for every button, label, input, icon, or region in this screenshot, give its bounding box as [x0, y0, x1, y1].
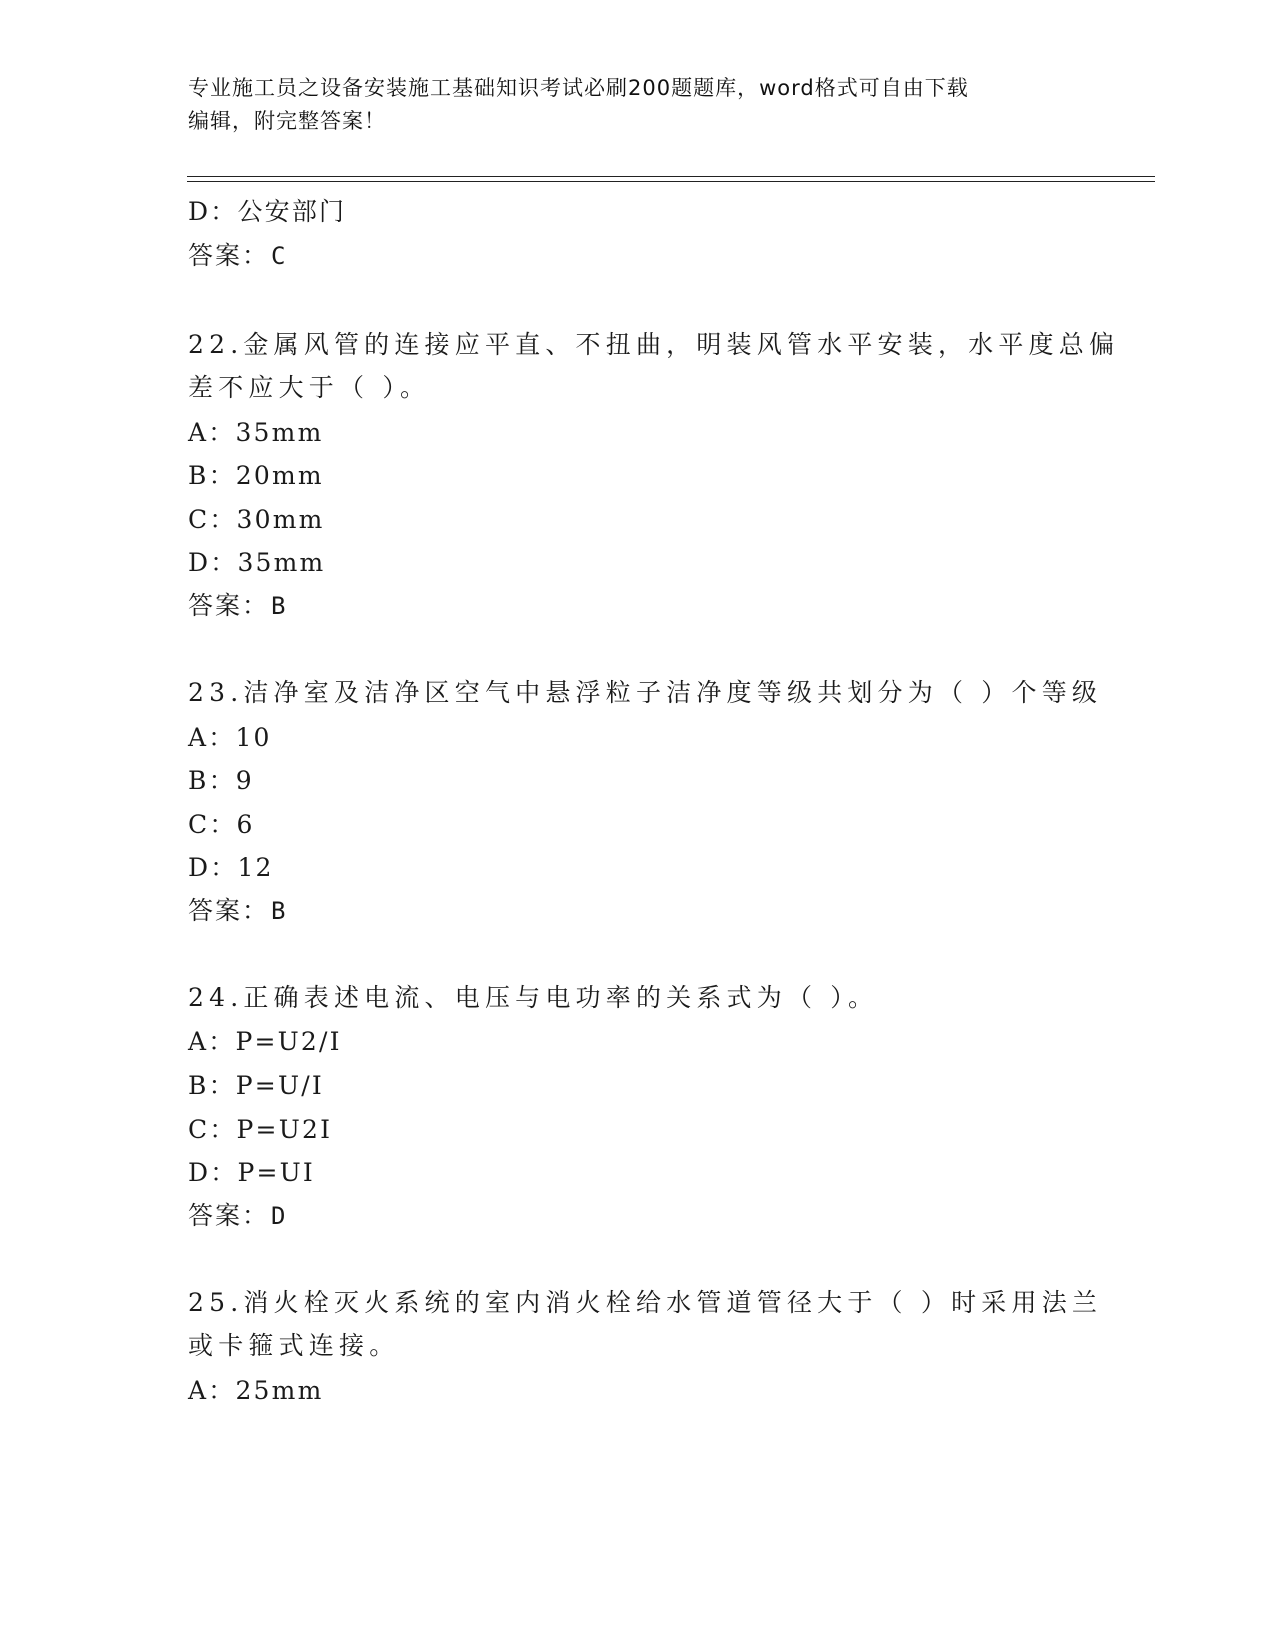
- question-22-option-a: A：35mm: [188, 418, 324, 447]
- question-23-answer: [188, 891, 287, 927]
- header-line-1: 专业施工员之设备安装施工基础知识考试必刷200题题库，word格式可自由下载: [188, 76, 969, 100]
- question-22-line-2: 差不应大于（ ）。: [188, 373, 431, 402]
- question-22-option-c: C：30mm: [188, 505, 325, 534]
- question-24-answer: [188, 1196, 287, 1232]
- question-23-option-c: C：6: [188, 810, 255, 839]
- question-23-option-a: A：10: [188, 723, 272, 752]
- question-23-option-d: D：12: [188, 853, 274, 882]
- question-22-option-d: D：35mm: [188, 548, 326, 577]
- answer-label: 答案：: [188, 591, 270, 620]
- question-25-line-2: 或卡箍式连接。: [188, 1331, 400, 1360]
- question-22-answer: [188, 586, 287, 622]
- question-25-option-a: A：25mm: [188, 1376, 324, 1405]
- answer-key: D: [271, 1202, 288, 1230]
- answer-label: 答案：: [188, 896, 270, 925]
- question-23-line-1: 23.洁净室及洁净区空气中悬浮粒子洁净度等级共划分为（ ）个等级: [188, 678, 1103, 707]
- question-25-line-1: 25.消火栓灭火系统的室内消火栓给水管道管径大于（ ）时采用法兰: [188, 1288, 1103, 1317]
- question-23-option-b: B：9: [188, 766, 254, 795]
- question-22-line-1: 22.金属风管的连接应平直、不扭曲，明装风管水平安装，水平度总偏: [188, 330, 1120, 359]
- prev-option-d: D：公安部门: [188, 197, 347, 226]
- answer-key: C: [271, 242, 288, 270]
- question-24-option-a: A：P=U2/I: [188, 1027, 342, 1056]
- answer-label: 答案：: [188, 241, 270, 270]
- document-header: [188, 72, 1088, 138]
- answer-label: 答案：: [188, 1201, 270, 1230]
- header-divider-top: [187, 176, 1155, 177]
- question-24-line-1: 24.正确表述电流、电压与电功率的关系式为（ ）。: [188, 983, 879, 1012]
- answer-key: B: [271, 592, 288, 620]
- answer-key: B: [271, 897, 288, 925]
- prev-answer: [188, 236, 287, 272]
- question-22-option-b: B：20mm: [188, 461, 324, 490]
- header-divider-bottom: [187, 181, 1155, 182]
- question-24-option-b: B：P=U/I: [188, 1071, 324, 1100]
- question-24-option-c: C：P=U2I: [188, 1115, 333, 1144]
- header-line-2: 编辑，附完整答案！: [188, 109, 386, 133]
- question-24-option-d: D：P=UI: [188, 1158, 315, 1187]
